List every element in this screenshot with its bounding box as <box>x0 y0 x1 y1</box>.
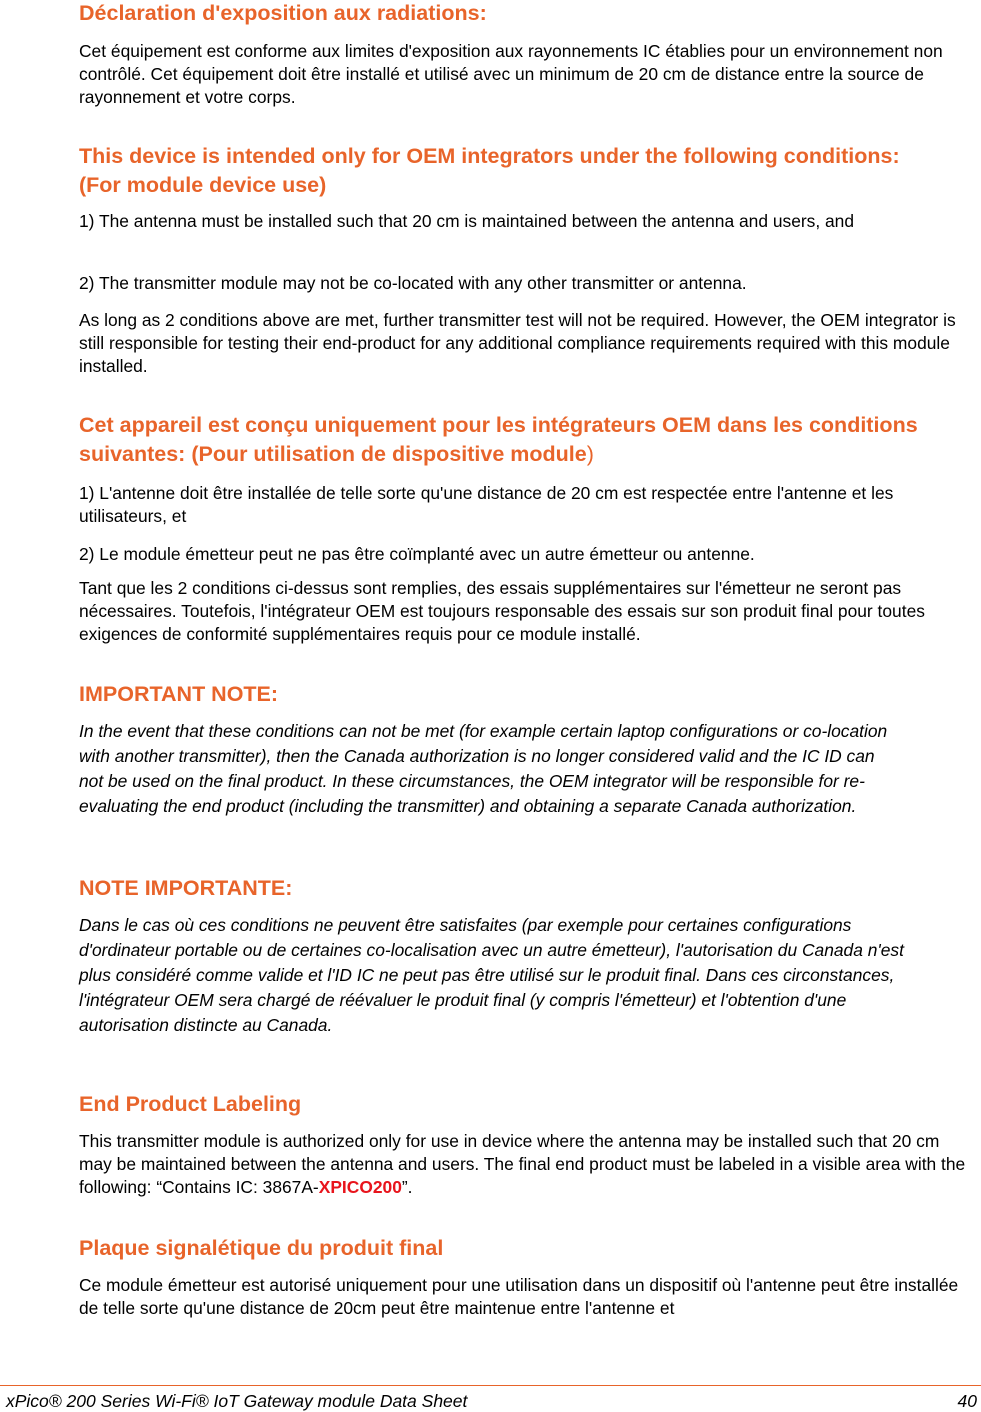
paragraph-oem-condition-2-fr: 2) Le module émetteur peut ne pas être coïmplanté avec un autre émetteur ou antenne. <box>79 544 755 564</box>
paragraph-plaque-signaletique: Ce module émetteur est autorisé uniquement pour une utilisation dans un dispositif où l'antenne peut être installée de telle sorte qu'une distance de 20cm peut être maintenue entre l'antenne et <box>79 1275 959 1318</box>
paragraph-note-importante: Dans le cas où ces conditions ne peuvent être satisfaites (par exemple pour certaines configurations d'ordinateur portable ou de certaines co-localisation avec un autre émetteur), l'autorisation du Canada n'est plus considéré comme valide et l'ID IC ne peut pas être utilisé sur le produit final. Dans ces circonstances, l'intégrateur OEM sera chargé de réévaluer le produit final (y compris l'émetteur) et l'obtention d'une autorisation distincte au Canada. <box>79 915 904 1035</box>
section-heading-important-note: IMPORTANT NOTE: <box>79 682 279 706</box>
paragraph-oem-condition-1: 1) The antenna must be installed such that 20 cm is maintained between the antenna and users, and <box>79 211 855 231</box>
section-heading-oem-conditions: This device is intended only for OEM integrators under the following conditions: (For module device use) <box>79 144 900 197</box>
labeling-text-end: ”. <box>401 1177 413 1197</box>
section-heading-radiation-exposure: Déclaration d'exposition aux radiations: <box>79 1 487 25</box>
paragraph-oem-condition-1-fr: 1) L'antenne doit être installée de telle sorte qu'une distance de 20 cm est respectée entre l'antenne et les utilisateurs, et <box>79 483 894 526</box>
ic-model-highlight: XPICO200 <box>318 1177 402 1197</box>
heading-paren: ) <box>586 442 594 466</box>
section-heading-oem-conditions-fr <box>79 411 949 469</box>
paragraph-radiation-exposure: Cet équipement est conforme aux limites d'exposition aux rayonnements IC établies pour un environnement non contrôlé. Cet équipement doit être installé et utilisé avec un minimum de 20 cm de distance entre la source de rayonnement et votre corps. <box>79 41 943 107</box>
section-heading-note-importante: NOTE IMPORTANTE: <box>79 876 293 900</box>
footer-document-title: xPico® 200 Series Wi-Fi® IoT Gateway module Data Sheet <box>6 1391 468 1411</box>
paragraph-end-product-labeling <box>79 1130 974 1199</box>
section-heading-plaque-signaletique: Plaque signalétique du produit final <box>79 1236 444 1260</box>
paragraph-important-note: In the event that these conditions can not be met (for example certain laptop configurations or co-location with another transmitter), then the Canada authorization is no longer considered valid and the IC ID can not be used on the final product. In these circumstances, the OEM integrator will be responsible for re-evaluating the end product (including the transmitter) and obtaining a separate Canada authorization. <box>79 721 888 816</box>
paragraph-oem-condition-2: 2) The transmitter module may not be co-located with any other transmitter or antenna. <box>79 273 747 293</box>
labeling-text: This transmitter module is authorized only for use in device where the antenna may be installed such that 20 cm may be maintained between the antenna and users. The final end product must be labeled in a visible area with the following: “Contains IC: 3867A- <box>79 1131 966 1197</box>
paragraph-oem-compliance-fr: Tant que les 2 conditions ci-dessus sont remplies, des essais supplémentaires sur l'émetteur ne seront pas nécessaires. Toutefois, l'intégrateur OEM est toujours responsable des essais sur son produit final pour toutes exigences de conformité supplémentaires requis pour ce module installé. <box>79 578 925 644</box>
page-footer <box>0 1385 981 1411</box>
paragraph-oem-compliance: As long as 2 conditions above are met, further transmitter test will not be required. However, the OEM integrator is still responsible for testing their end-product for any additional compliance requirements required with this module installed. <box>79 310 956 376</box>
footer-page-number: 40 <box>957 1391 977 1411</box>
heading-text: Cet appareil est conçu uniquement pour les intégrateurs OEM dans les conditions suivantes: (Pour utilisation de dispositive module <box>79 413 918 466</box>
section-heading-end-product-labeling: End Product Labeling <box>79 1092 302 1116</box>
